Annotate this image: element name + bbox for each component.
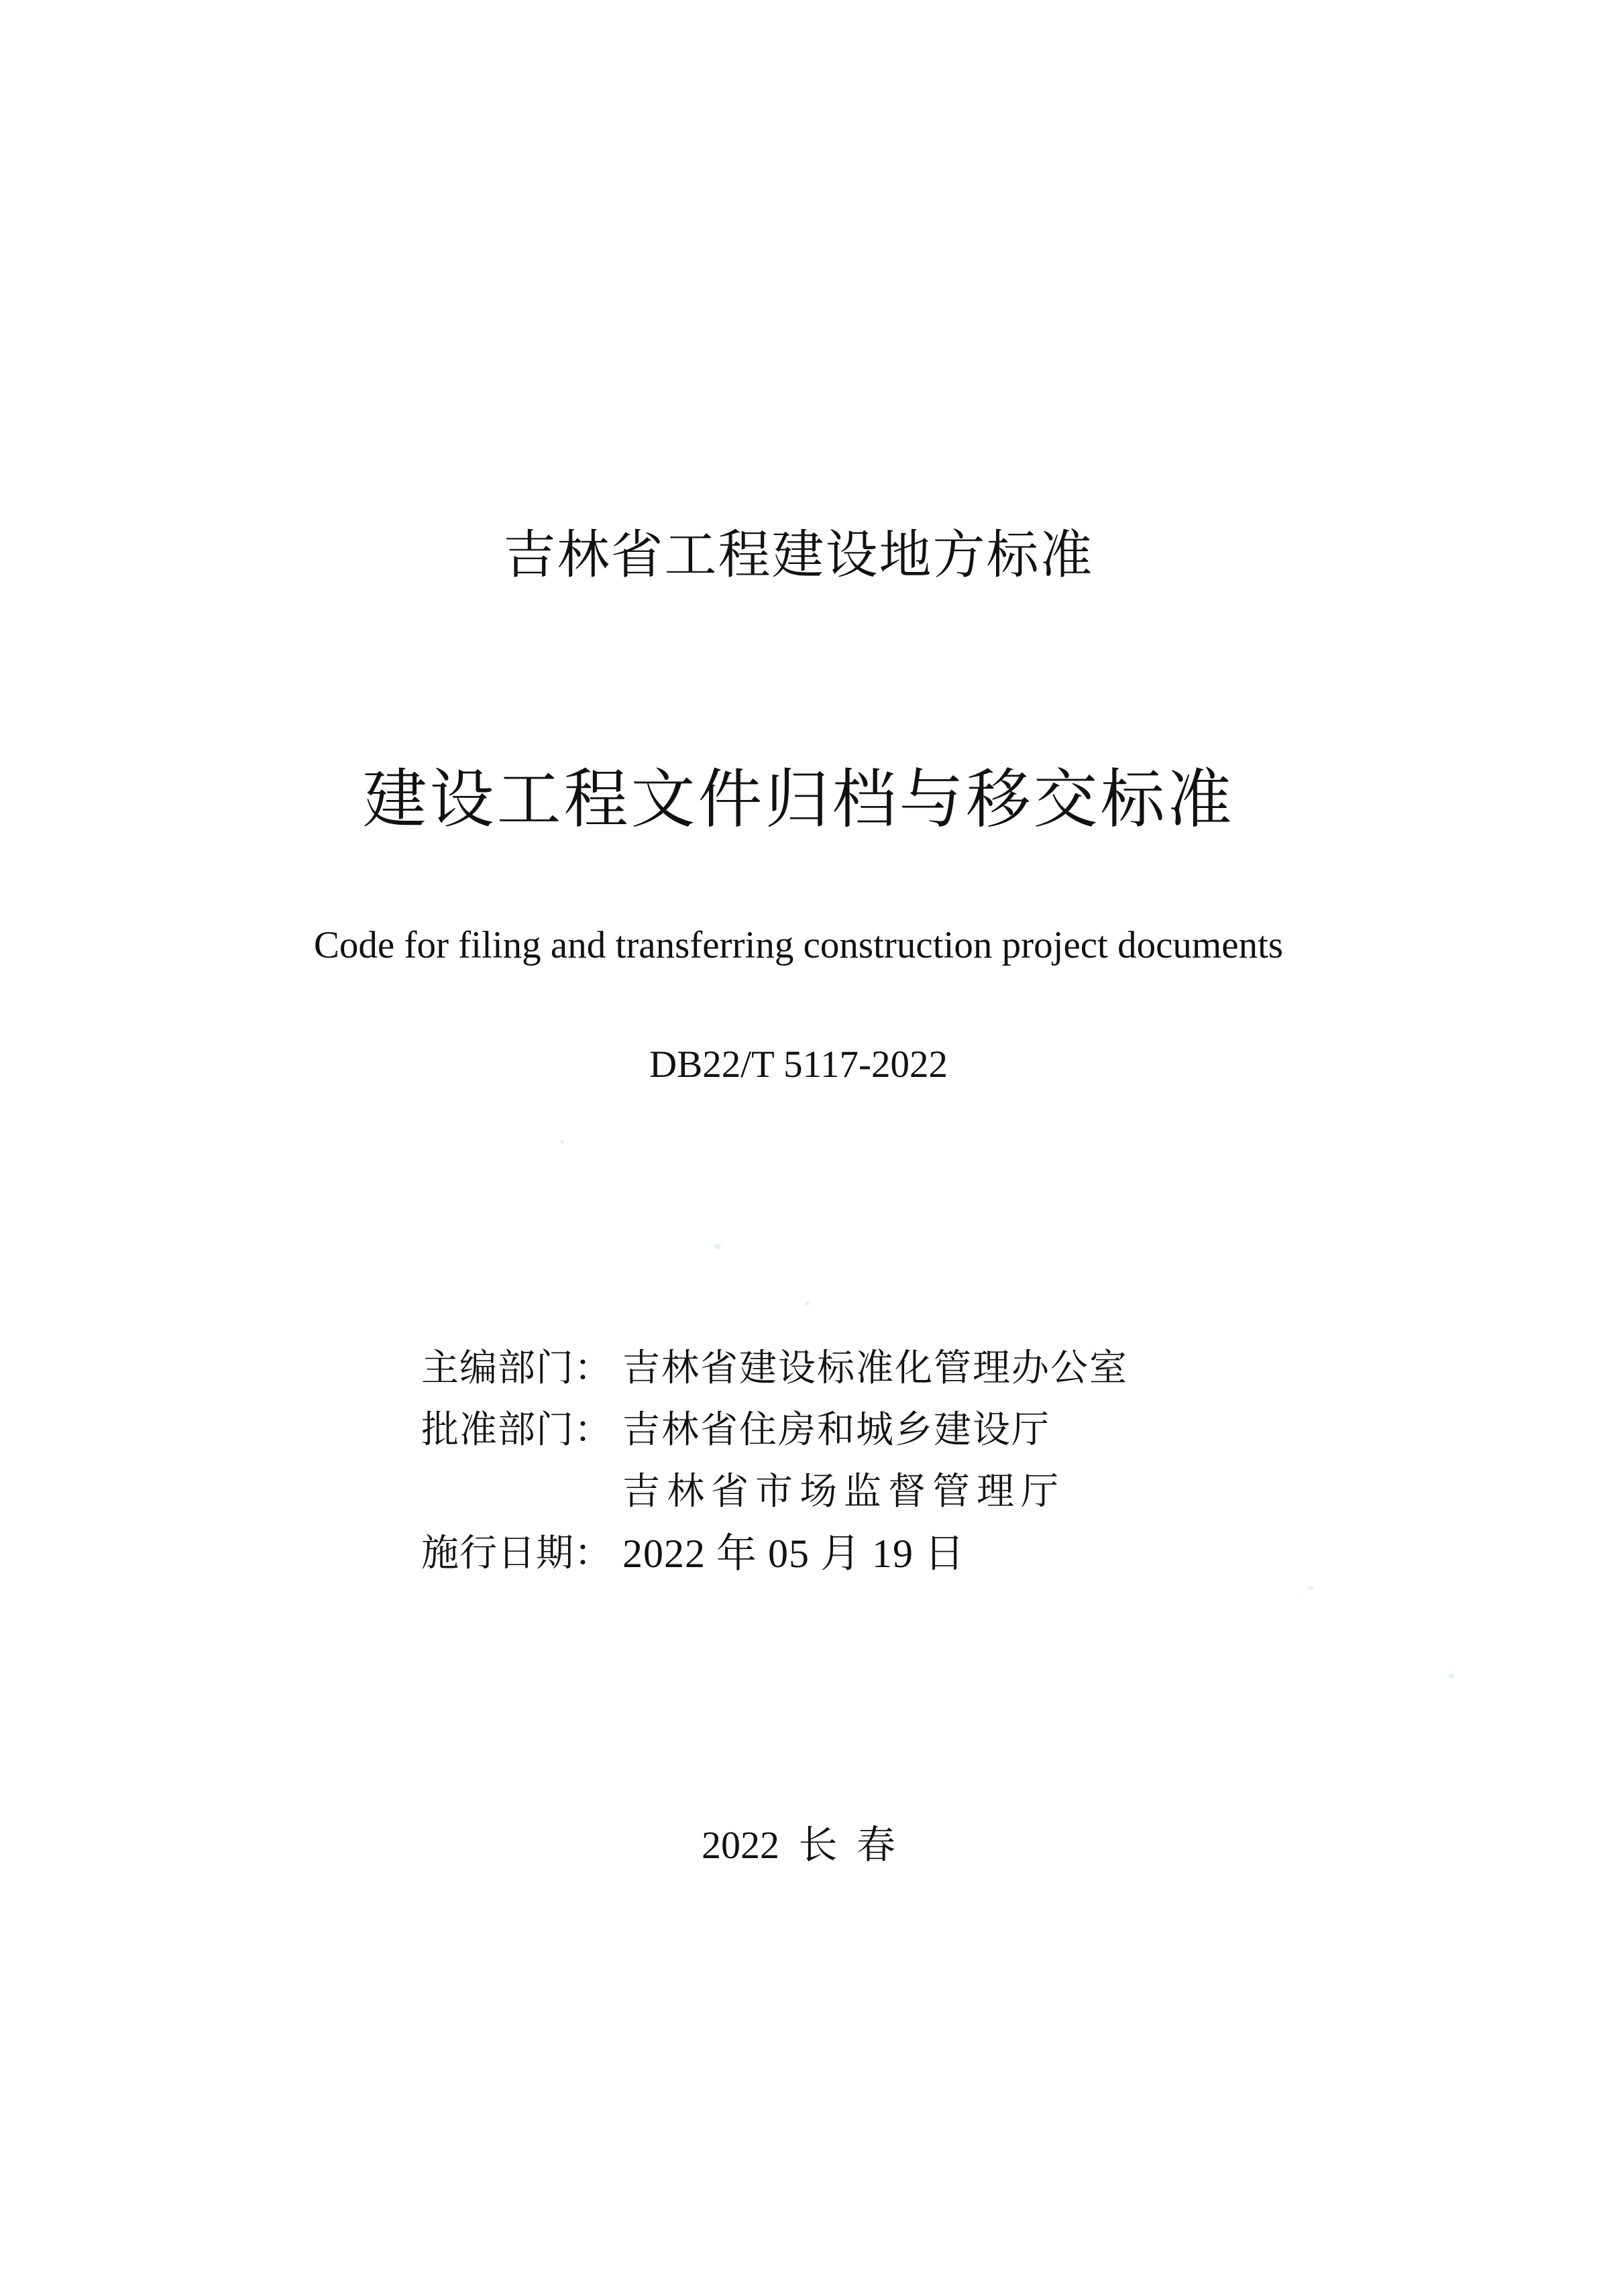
scan-speckle (714, 1244, 721, 1249)
document-title: 建设工程文件归档与移交标准 (362, 762, 1235, 837)
approving-department-row (421, 1399, 1128, 1461)
publication-info (421, 1338, 1128, 1585)
approving-department-value: 吉林省住房和城乡建设厅 (622, 1408, 1050, 1452)
scan-speckle (560, 1140, 564, 1144)
scan-speckle (1308, 1586, 1314, 1591)
standard-code: DB22/T 5117-2022 (649, 1043, 948, 1086)
approving-department-value-2: 吉林省市场监督管理厅 (622, 1470, 1065, 1513)
scan-speckle (805, 1301, 810, 1306)
english-title: Code for filing and transferring construction project documents (313, 924, 1284, 966)
editor-department-row (421, 1338, 1128, 1399)
editor-department-label: 主编部门： (421, 1346, 612, 1390)
approving-department-row-2 (421, 1461, 1128, 1523)
editor-department-value: 吉林省建设标准化管理办公室 (622, 1346, 1128, 1390)
approving-department-label-blank (421, 1461, 622, 1523)
publication-imprint: 2022 长 春 (701, 1823, 895, 1867)
effective-date-value: 2022 年 05 月 19 日 (622, 1532, 965, 1576)
series-title: 吉林省工程建设地方标准 (503, 525, 1094, 585)
effective-date-row (421, 1523, 1128, 1585)
approving-department-label: 批准部门： (421, 1408, 612, 1452)
scan-speckle (1449, 1673, 1454, 1678)
effective-date-label: 施行日期： (421, 1532, 612, 1575)
